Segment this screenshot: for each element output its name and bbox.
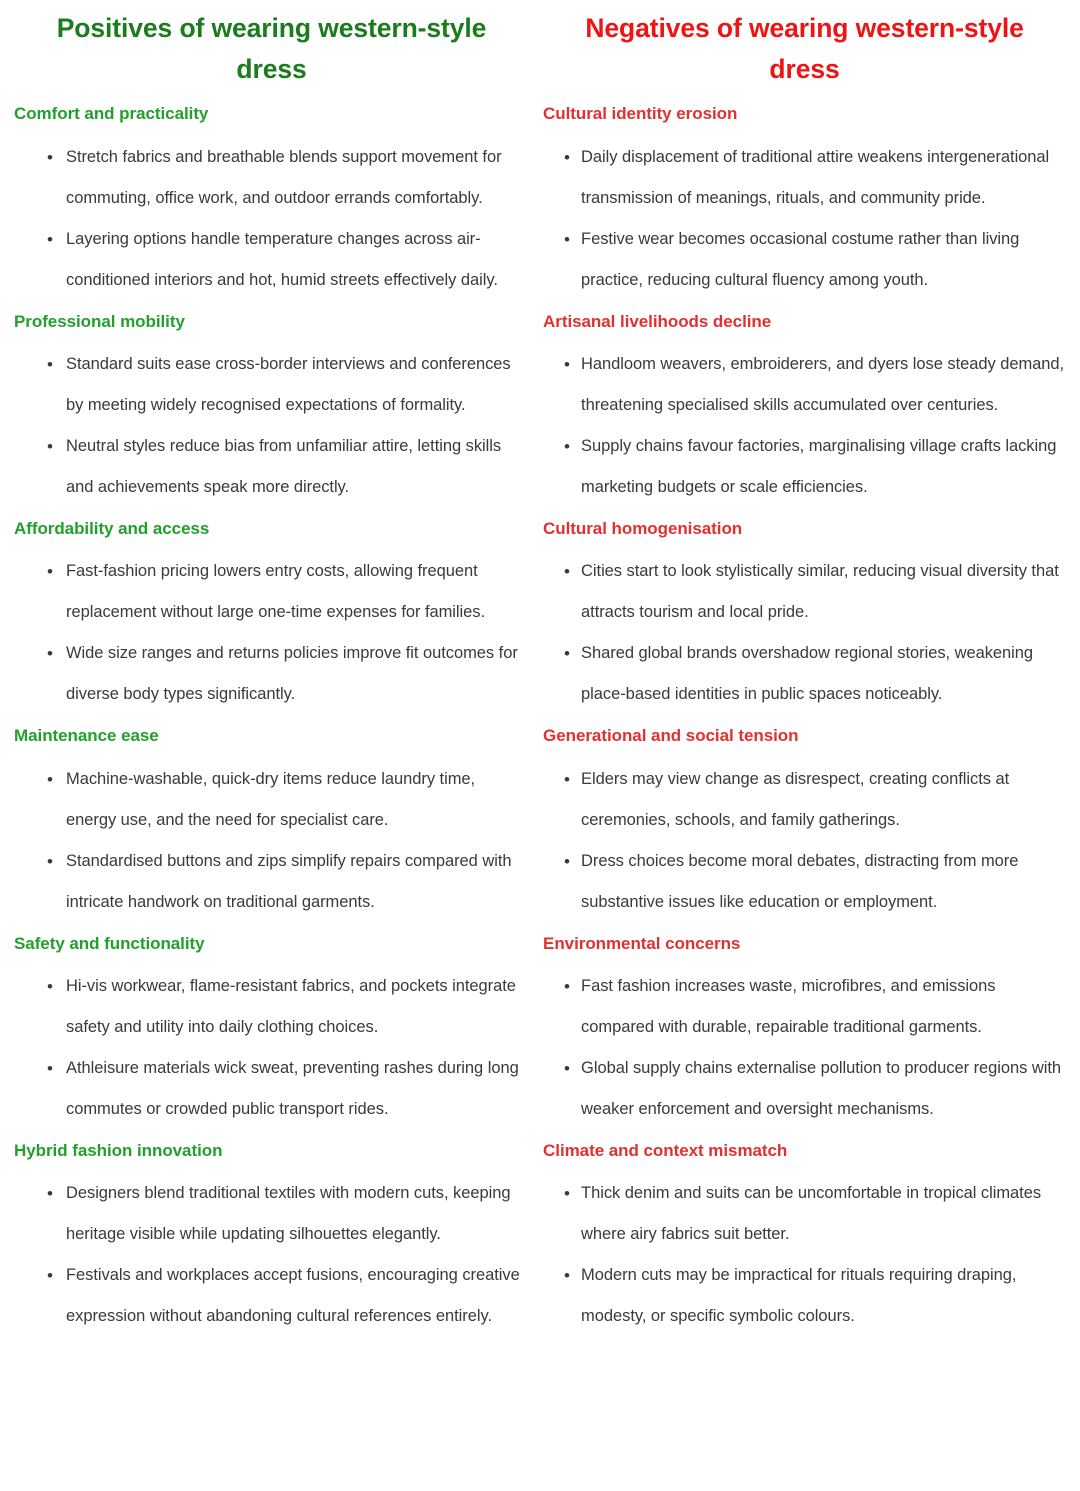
negatives-column — [535, 8, 1066, 1491]
bullet-item: • Machine-washable, quick-dry items reduce laundry time, energy use, and the need for specialist care. — [14, 759, 529, 841]
section-heading: Safety and functionality — [14, 933, 205, 953]
section-heading: Affordability and access — [14, 518, 210, 538]
bullet-item: • Standard suits ease cross-border interviews and conferences by meeting widely recognised expectations of formality. — [14, 344, 529, 426]
negatives-sections — [543, 104, 1066, 1337]
section-heading: Climate and context mismatch — [543, 1141, 788, 1161]
section-heading: Maintenance ease — [14, 726, 159, 746]
bullet-list — [543, 759, 1066, 923]
bullet-item: • Festive wear becomes occasional costume rather than living practice, reducing cultural fluency among youth. — [543, 219, 1066, 301]
bullet-item: • Handloom weavers, embroiderers, and dyers lose steady demand, threatening specialised skills accumulated over centuries. — [543, 344, 1066, 426]
bullet-list — [543, 137, 1066, 301]
section — [543, 1141, 1066, 1337]
bullet-item: • Fast fashion increases waste, microfibres, and emissions compared with durable, repairable traditional garments. — [543, 966, 1066, 1048]
bullet-item: • Designers blend traditional textiles with modern cuts, keeping heritage visible while updating silhouettes elegantly. — [14, 1173, 529, 1255]
bullet-list — [14, 137, 529, 301]
bullet-item: • Thick denim and suits can be uncomfortable in tropical climates where airy fabrics suit better. — [543, 1173, 1066, 1255]
section — [14, 726, 529, 922]
bullet-item: • Modern cuts may be impractical for rituals requiring draping, modesty, or specific symbolic colours. — [543, 1255, 1066, 1337]
bullet-list — [14, 759, 529, 923]
positives-column — [14, 8, 535, 1491]
section — [14, 104, 529, 300]
bullet-item: • Neutral styles reduce bias from unfamiliar attire, letting skills and achievements speak more directly. — [14, 426, 529, 508]
bullet-item: • Wide size ranges and returns policies improve fit outcomes for diverse body types significantly. — [14, 633, 529, 715]
section-heading: Generational and social tension — [543, 726, 799, 746]
bullet-list — [543, 1173, 1066, 1337]
section — [14, 1141, 529, 1337]
bullet-list — [14, 551, 529, 715]
negatives-column-title: Negatives of wearing western-style dress — [585, 13, 1024, 85]
positives-sections — [14, 104, 529, 1337]
section — [14, 934, 529, 1130]
section — [543, 726, 1066, 922]
section — [543, 312, 1066, 508]
bullet-list — [14, 344, 529, 508]
bullet-item: • Supply chains favour factories, marginalising village crafts lacking marketing budgets or scale efficiencies. — [543, 426, 1066, 508]
bullet-list — [543, 344, 1066, 508]
bullet-item: • Cities start to look stylistically similar, reducing visual diversity that attracts tourism and local pride. — [543, 551, 1066, 633]
bullet-item: • Shared global brands overshadow regional stories, weakening place-based identities in public spaces noticeably. — [543, 633, 1066, 715]
section-heading: Environmental concerns — [543, 933, 741, 953]
bullet-list — [543, 551, 1066, 715]
bullet-item: • Global supply chains externalise pollution to producer regions with weaker enforcement and oversight mechanisms. — [543, 1048, 1066, 1130]
section-heading: Cultural identity erosion — [543, 104, 738, 124]
section — [543, 104, 1066, 300]
bullet-item: • Fast-fashion pricing lowers entry costs, allowing frequent replacement without large one-time expenses for families. — [14, 551, 529, 633]
bullet-item: • Daily displacement of traditional attire weakens intergenerational transmission of meanings, rituals, and community pride. — [543, 137, 1066, 219]
bullet-list — [14, 966, 529, 1130]
section — [14, 312, 529, 508]
bullet-item: • Dress choices become moral debates, distracting from more substantive issues like education or employment. — [543, 841, 1066, 923]
section — [543, 934, 1066, 1130]
bullet-item: • Layering options handle temperature changes across air-conditioned interiors and hot, humid streets effectively daily. — [14, 219, 529, 301]
bullet-item: • Stretch fabrics and breathable blends support movement for commuting, office work, and outdoor errands comfortably. — [14, 137, 529, 219]
bullet-list — [543, 966, 1066, 1130]
section-heading: Professional mobility — [14, 311, 185, 331]
section-heading: Hybrid fashion innovation — [14, 1141, 223, 1161]
section-heading: Artisanal livelihoods decline — [543, 311, 772, 331]
positives-column-title: Positives of wearing western-style dress — [56, 13, 487, 85]
bullet-item: • Elders may view change as disrespect, creating conflicts at ceremonies, schools, and family gatherings. — [543, 759, 1066, 841]
section-heading: Cultural homogenisation — [543, 518, 743, 538]
bullet-item: • Festivals and workplaces accept fusions, encouraging creative expression without abandoning cultural references entirely. — [14, 1255, 529, 1337]
section — [14, 519, 529, 715]
bullet-item: • Hi-vis workwear, flame-resistant fabrics, and pockets integrate safety and utility into daily clothing choices. — [14, 966, 529, 1048]
section-heading: Comfort and practicality — [14, 104, 209, 124]
section — [543, 519, 1066, 715]
bullet-item: • Athleisure materials wick sweat, preventing rashes during long commutes or crowded public transport rides. — [14, 1048, 529, 1130]
bullet-list — [14, 1173, 529, 1337]
bullet-item: • Standardised buttons and zips simplify repairs compared with intricate handwork on traditional garments. — [14, 841, 529, 923]
